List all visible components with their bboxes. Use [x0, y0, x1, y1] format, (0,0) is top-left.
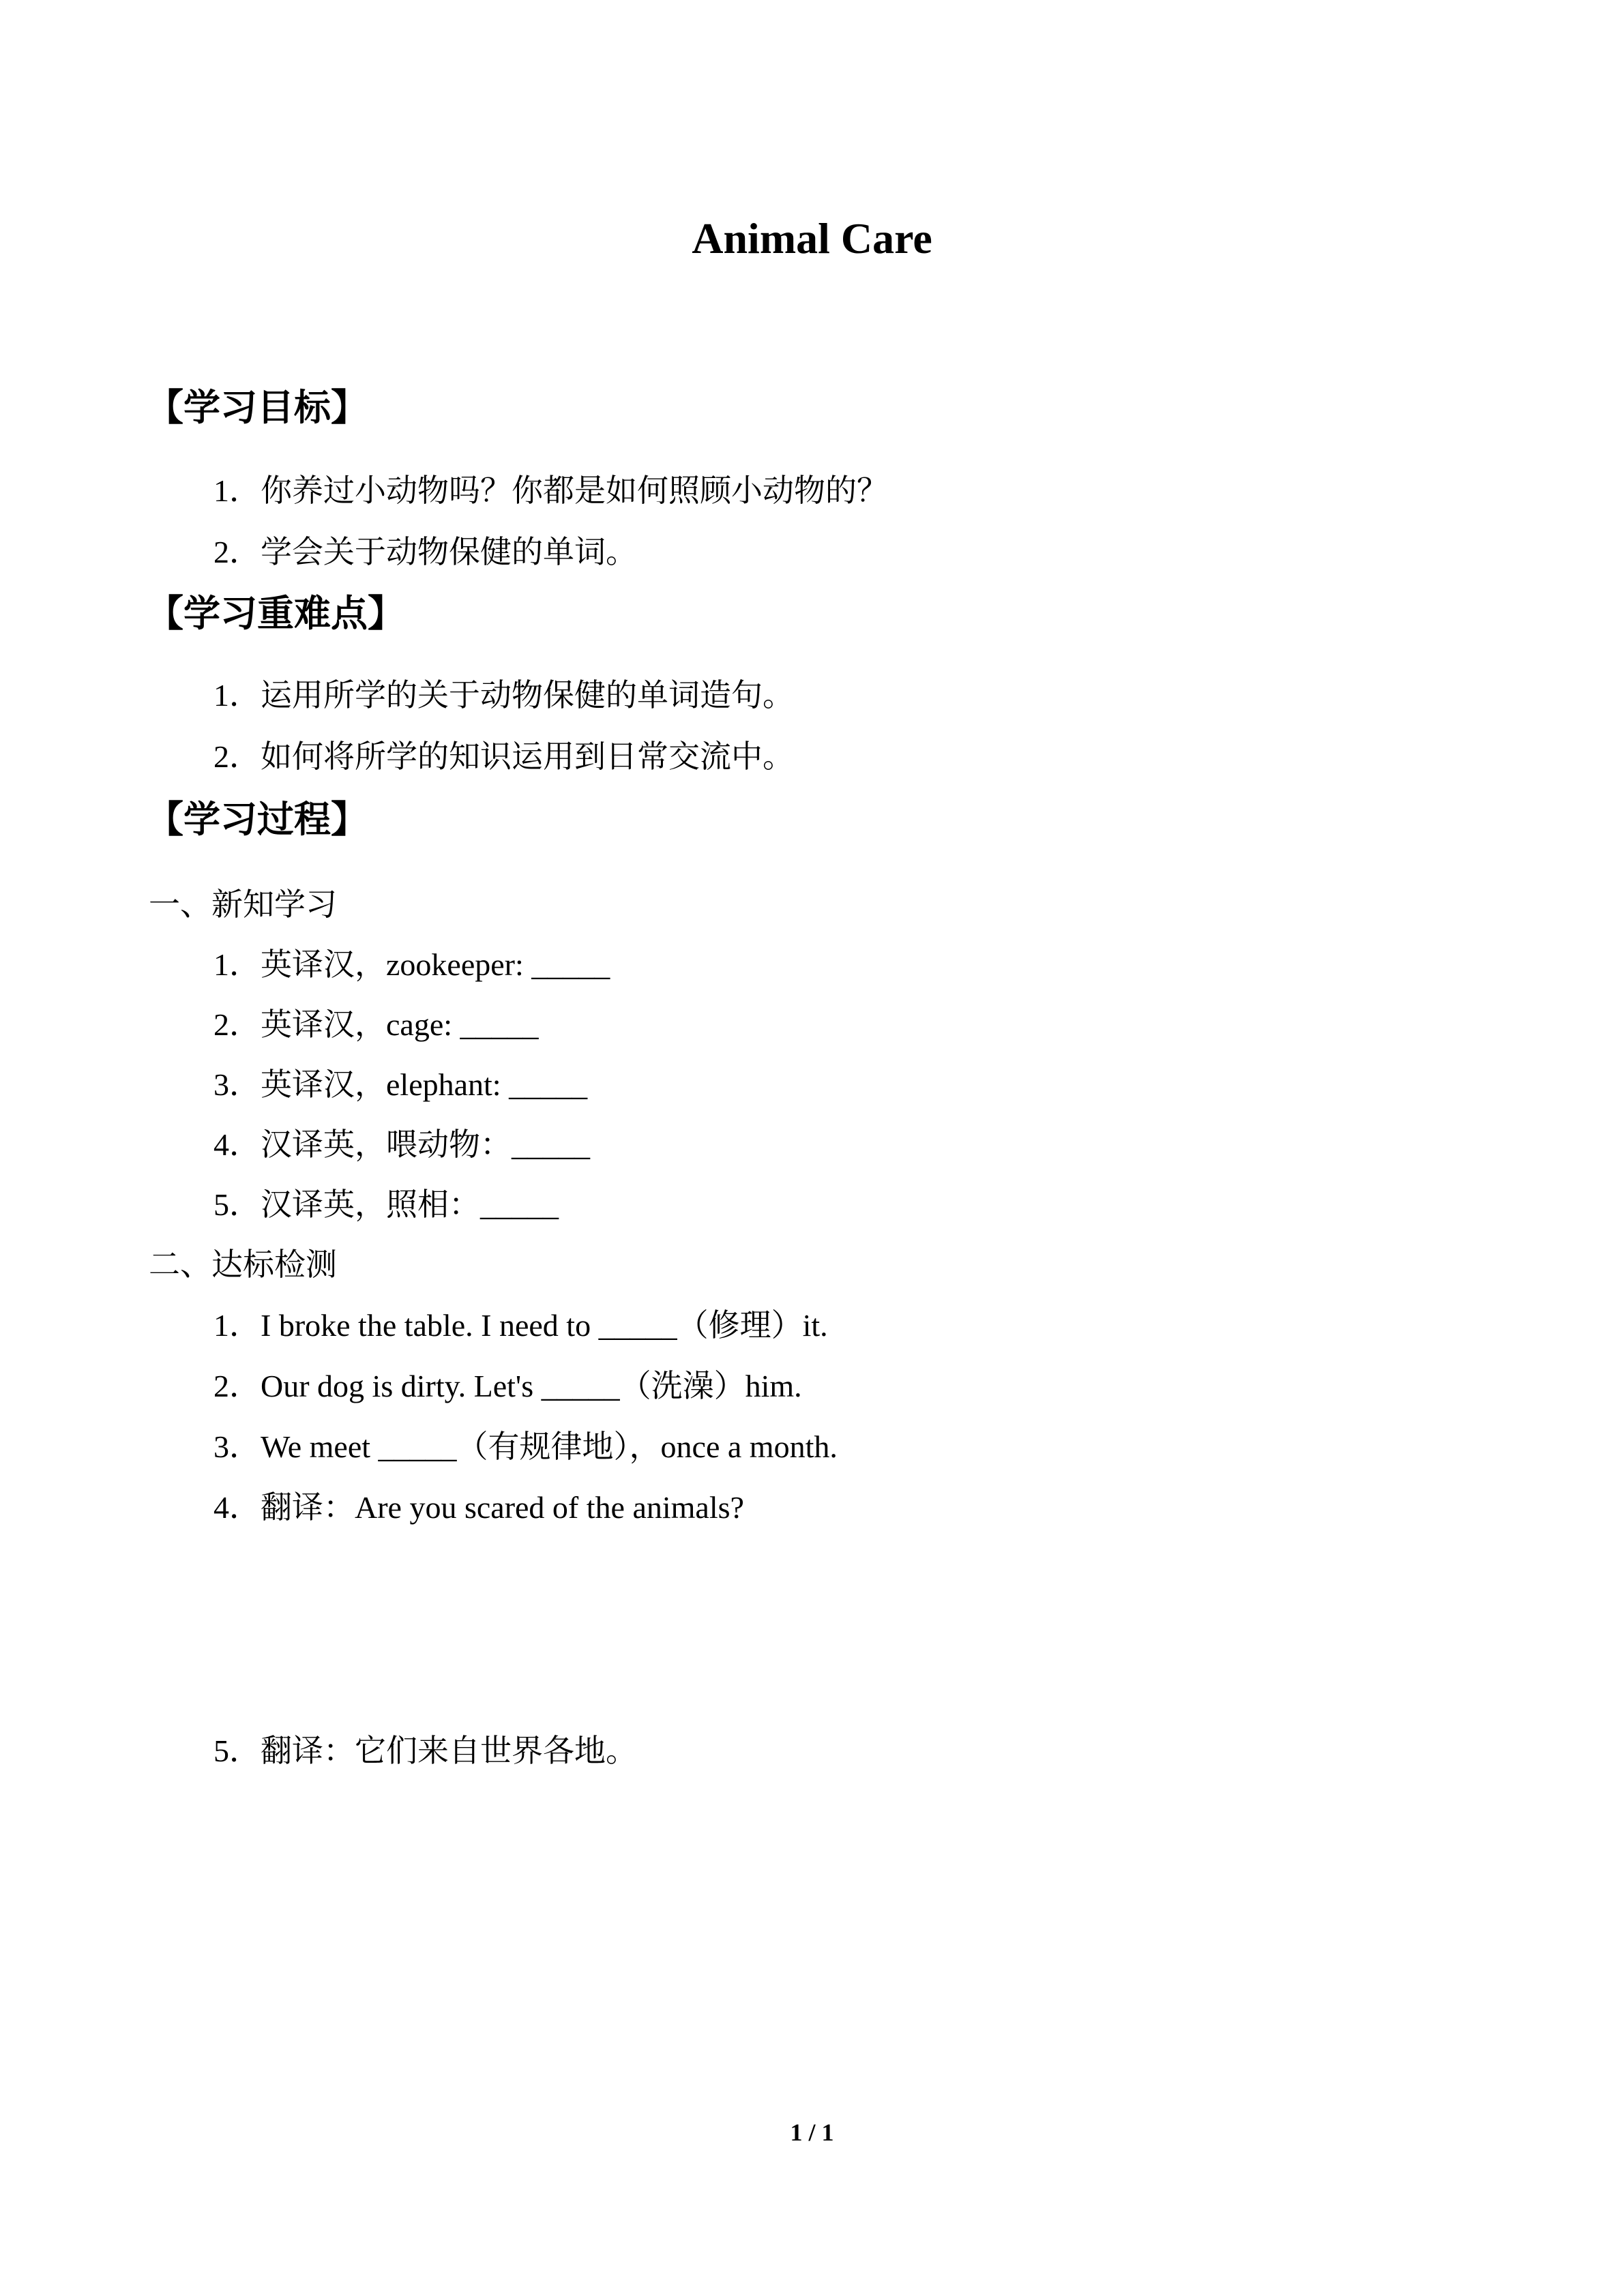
key-points-item-2: 2．如何将所学的知识运用到日常交流中。	[213, 739, 794, 774]
section-heading-key-points: 【学习重难点】	[147, 592, 404, 635]
assessment-item-4: 4．翻译：Are you scared of the animals?	[213, 1490, 744, 1525]
assessment-item-3: 3．We meet _____（有规律地），once a month.	[213, 1429, 838, 1464]
assessment-item-5: 5．翻译：它们来自世界各地。	[213, 1733, 637, 1768]
new-knowledge-item-4: 4．汉译英，喂动物：_____	[213, 1127, 590, 1162]
objectives-item-2: 2．学会关于动物保健的单词。	[213, 535, 637, 569]
assessment-item-1: 1．I broke the table. I need to _____（修理）it.	[213, 1308, 828, 1343]
new-knowledge-item-2: 2．英译汉，cage: _____	[213, 1007, 539, 1042]
key-points-item-1: 1．运用所学的关于动物保健的单词造句。	[213, 678, 794, 713]
subsection-heading-assessment: 二、达标检测	[149, 1247, 337, 1282]
assessment-item-2: 2．Our dog is dirty. Let's _____（洗澡）him.	[213, 1369, 802, 1403]
new-knowledge-item-1: 1．英译汉，zookeeper: _____	[213, 947, 610, 982]
section-heading-objectives: 【学习目标】	[147, 386, 368, 429]
page-number: 1 / 1	[790, 2119, 834, 2146]
document-title: Animal Care	[692, 214, 932, 263]
section-heading-process: 【学习过程】	[147, 798, 368, 841]
subsection-heading-new-knowledge: 一、新知学习	[149, 887, 337, 922]
objectives-item-1: 1．你养过小动物吗？你都是如何照顾小动物的？	[213, 473, 888, 508]
new-knowledge-item-5: 5．汉译英，照相：_____	[213, 1187, 559, 1222]
new-knowledge-item-3: 3．英译汉，elephant: _____	[213, 1067, 588, 1102]
